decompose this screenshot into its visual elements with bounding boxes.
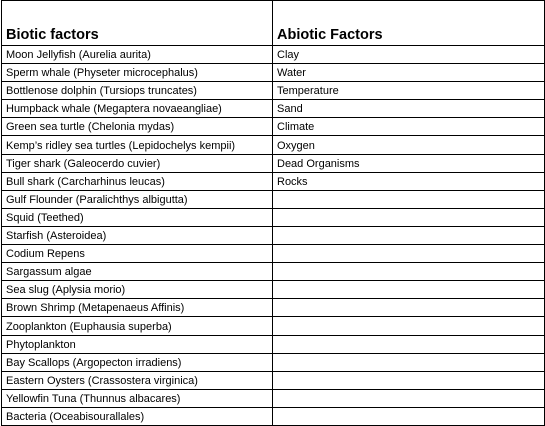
abiotic-factor-cell [273, 208, 545, 226]
biotic-factor-cell: Humpback whale (Megaptera novaeangliae) [2, 100, 273, 118]
table-row [2, 263, 545, 281]
abiotic-factor-cell [273, 245, 545, 263]
biotic-factor-cell: Bay Scallops (Argopecton irradiens) [2, 353, 273, 371]
abiotic-factor-cell [273, 299, 545, 317]
table-row [2, 136, 545, 154]
abiotic-factor-cell [273, 317, 545, 335]
biotic-factor-cell: Bottlenose dolphin (Tursiops truncates) [2, 82, 273, 100]
abiotic-factor-cell: Dead Organisms [273, 154, 545, 172]
table-row [2, 226, 545, 244]
table-row [2, 299, 545, 317]
biotic-factor-cell: Kemp’s ridley sea turtles (Lepidochelys kempii) [2, 136, 273, 154]
biotic-factors-header: Biotic factors [2, 1, 273, 46]
table-row [2, 64, 545, 82]
header-row [2, 1, 545, 46]
table-row [2, 100, 545, 118]
abiotic-factor-cell: Oxygen [273, 136, 545, 154]
abiotic-factor-cell [273, 263, 545, 281]
table-row [2, 208, 545, 226]
biotic-factor-cell: Sperm whale (Physeter microcephalus) [2, 64, 273, 82]
biotic-factor-cell: Eastern Oysters (Crassostera virginica) [2, 371, 273, 389]
abiotic-factor-cell: Water [273, 64, 545, 82]
biotic-factor-cell: Bull shark (Carcharhinus leucas) [2, 172, 273, 190]
abiotic-factor-cell [273, 281, 545, 299]
abiotic-factor-cell: Sand [273, 100, 545, 118]
table-row [2, 371, 545, 389]
abiotic-factor-cell [273, 226, 545, 244]
abiotic-factor-cell: Climate [273, 118, 545, 136]
table-body [2, 46, 545, 426]
biotic-factor-cell: Brown Shrimp (Metapenaeus Affinis) [2, 299, 273, 317]
biotic-factor-cell: Green sea turtle (Chelonia mydas) [2, 118, 273, 136]
biotic-factor-cell: Sargassum algae [2, 263, 273, 281]
abiotic-factor-cell: Rocks [273, 172, 545, 190]
abiotic-factor-cell [273, 353, 545, 371]
biotic-factor-cell: Bacteria (Oceabisourallales) [2, 407, 273, 425]
table-row [2, 389, 545, 407]
biotic-factor-cell: Tiger shark (Galeocerdo cuvier) [2, 154, 273, 172]
biotic-factor-cell: Yellowfin Tuna (Thunnus albacares) [2, 389, 273, 407]
abiotic-factor-cell [273, 389, 545, 407]
biotic-factor-cell: Phytoplankton [2, 335, 273, 353]
factors-table [1, 0, 545, 426]
abiotic-factors-header: Abiotic Factors [273, 1, 545, 46]
biotic-factor-cell: Zooplankton (Euphausia superba) [2, 317, 273, 335]
table-row [2, 118, 545, 136]
table-row [2, 82, 545, 100]
abiotic-factor-cell [273, 407, 545, 425]
biotic-factor-cell: Squid (Teethed) [2, 208, 273, 226]
biotic-factor-cell: Codium Repens [2, 245, 273, 263]
table-row [2, 317, 545, 335]
table-row [2, 154, 545, 172]
abiotic-factor-cell: Temperature [273, 82, 545, 100]
table-row [2, 46, 545, 64]
abiotic-factor-cell [273, 190, 545, 208]
abiotic-factor-cell [273, 335, 545, 353]
table-row [2, 407, 545, 425]
table-row [2, 172, 545, 190]
biotic-factor-cell: Sea slug (Aplysia morio) [2, 281, 273, 299]
table-row [2, 353, 545, 371]
table-row [2, 190, 545, 208]
table-row [2, 335, 545, 353]
biotic-factor-cell: Moon Jellyfish (Aurelia aurita) [2, 46, 273, 64]
biotic-factor-cell: Starfish (Asteroidea) [2, 226, 273, 244]
abiotic-factor-cell: Clay [273, 46, 545, 64]
biotic-factor-cell: Gulf Flounder (Paralichthys albigutta) [2, 190, 273, 208]
table-row [2, 245, 545, 263]
abiotic-factor-cell [273, 371, 545, 389]
table-row [2, 281, 545, 299]
